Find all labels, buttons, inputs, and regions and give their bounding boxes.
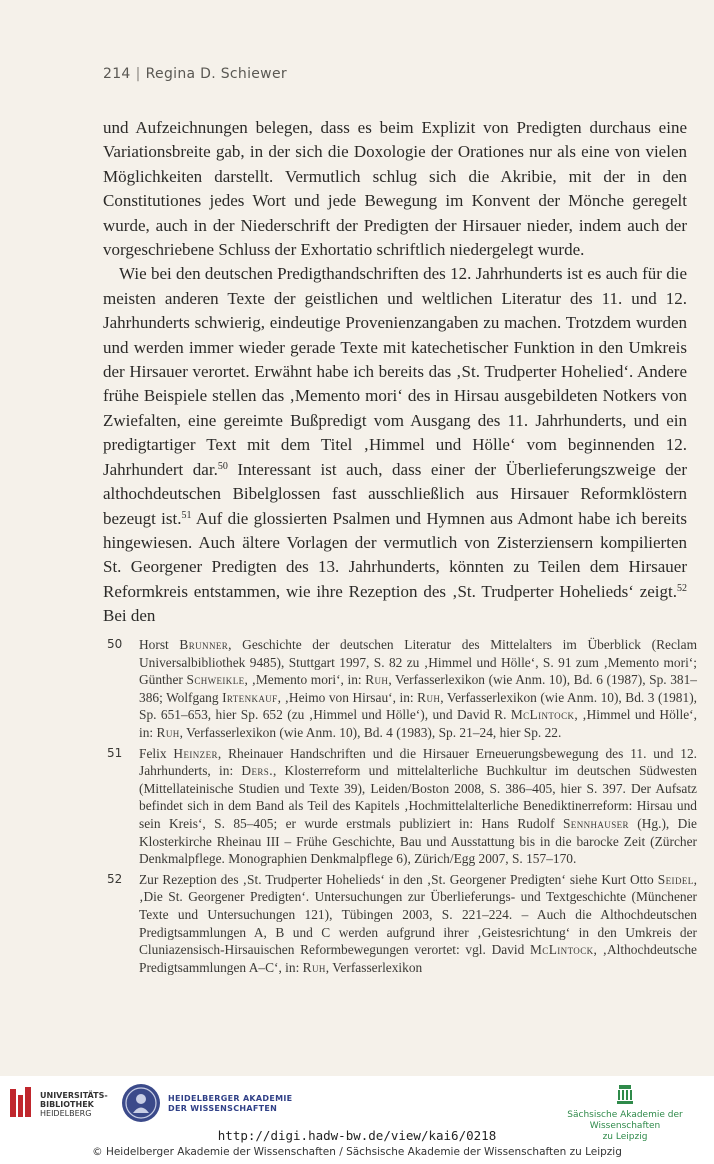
footnote-text: , Verfasserlexikon (wie Anm. 10), Bd. 4 (1983), Sp. 21–24, hier Sp. 22. — [179, 724, 562, 740]
running-head-separator: | — [135, 66, 141, 82]
footnote-text: , ‚Memento mori‘, in: — [244, 672, 366, 688]
author-name: McLintock — [529, 942, 594, 958]
footnote-51 — [103, 745, 697, 868]
paragraph-2-part-b: Interessant ist auch, dass einer der Überlieferungszweige der althochdeutschen Bibelglossen fast ausschließlich aus Hirsauer Reformklöstern bezeugt ist. — [103, 459, 687, 528]
author-name: Seidel — [657, 871, 694, 887]
footnotes — [103, 636, 697, 979]
footnote-text: , Rheinauer Handschriften und die Hirsauer Erneuerungsbewegung des 11. und 12. Jahrhunderts, in: — [139, 745, 698, 779]
author-name: Ruh — [417, 689, 441, 705]
permalink[interactable]: http://digi.hadw-bw.de/view/kai6/0218 — [217, 1128, 497, 1143]
footnote-text: Zur Rezeption des ‚St. Trudperter Hohelieds‘ in den ‚St. Georgener Predigten‘ siehe Kurt Otto — [139, 871, 658, 887]
footnote-text: , ‚Althochdeutsche Predigtsammlungen A–C‘, in: — [139, 942, 697, 975]
academy-seal-icon — [122, 1084, 160, 1122]
ub-line: BIBLIOTHEK — [40, 1100, 94, 1109]
running-head-author: Regina D. Schiewer — [145, 66, 287, 82]
footnote-50 — [103, 636, 697, 742]
footnote-text: Felix — [139, 745, 174, 761]
hadw-text — [168, 1094, 292, 1114]
ub-line: UNIVERSITÄTS- — [40, 1091, 108, 1100]
author-name: Ruh — [156, 724, 180, 740]
footnote-text: , Klosterreform und mittelalterliche Buchkultur im deutschen Südwesten (Mittellateinische Studien und Texte 39), Leiden/Boston 2008, S. 386–405, hier S. 397. Der Aufsatz befindet sich in dem Band als Teil des Kapitels ‚Hochmittelalterliche Benediktinerreform: Hirsau und sein Kreis‘, S. 85–405; er wurde erstmals publiziert in: Hans Rudolf — [139, 763, 697, 831]
university-library-logo[interactable] — [8, 1085, 118, 1125]
footnote-ref-52[interactable]: 52 — [677, 582, 687, 594]
running-head — [103, 66, 287, 82]
paragraph-2-part-c: Auf die glossierten Psalmen und Hymnen aus Admont habe ich bereits hingewiesen. Auch ältere Vorlagen der vermutlich von Zisterziensern kompilierten St. Georgener Predigten des 13. Jahrhunderts, könnten zu Teilen dem Hirsauer Reformkreis entstammen, wie ihre Rezeption des ‚St. Trudperter Hohelieds‘ zeigt. — [103, 508, 688, 601]
footnote-text: , Verfasserlexikon — [325, 959, 423, 975]
author-name: McLintock — [510, 707, 575, 723]
footnote-text: , ‚Heimo von Hirsau‘, in: — [277, 689, 418, 705]
paragraph-2-part-a: Wie bei den deutschen Predigthandschriften des 12. Jahrhunderts ist es auch für die meisten anderen Texte der geistlichen und weltlichen Literatur des 11. und 12. Jahrhunderts schwierig, eindeutige Provenienzangaben zu machen. Trotzdem wurden und werden immer wieder gerade Texte mit katechetischer Funktion in den Umkreis der Hirsauer verortet. Erwähnt habe ich bereits das ‚St. Trudperter Hohelied‘. Andere frühe Beispiele stellen das ‚Memento mori‘ des in Hirsau ausgebildeten Notkers von Zwiefalten, eine gereimte Bußpredigt vom Ausgang des 11. Jahrhunderts, und ein predigtartiger Text mit dem Titel ‚Himmel und Hölle‘ vom beginnenden 12. Jahrhundert dar. — [103, 264, 687, 479]
hadw-line: DER WISSENSCHAFTEN — [168, 1104, 278, 1113]
paragraph-1: und Aufzeichnungen belegen, dass es beim Explizit von Predigten durchaus eine Variationsbreite gab, in der sich die Doxologie der Orationes nur als eine von vielen Möglichkeiten darstellt. Vermutlich schlug sich die Akribie, mit der in den Constitutiones jedes Wort und jede Bewegung im Konvent der Mönche geregelt wurde, auch in der Niederschrift der Predigten der Hirsauer nieder, indem auch der vorgeschriebene Schluss der Exhortatio schriftlich niedergelegt wurde. — [103, 118, 687, 260]
footnote-ref-50[interactable]: 50 — [217, 460, 228, 472]
footnote-number: 52 — [107, 871, 123, 886]
paragraph-2-part-d: Bei den — [103, 606, 156, 626]
footnote-text: , Geschichte der deutschen Literatur des Mittelalters im Überblick (Reclam Universalbibliothek 9485), Stuttgart 1997, S. 82 zu ‚Himmel und Hölle‘, S. 91 zum ‚Memento mori‘; Günther — [139, 637, 698, 688]
author-name: Irtenkauf — [222, 689, 278, 705]
footnote-text: , Verfasserlexikon (wie Anm. 10), Bd. 3 (1981), Sp. 651–653, hier Sp. 652 (zu ‚Himmel und Hölle‘), und David R. — [139, 689, 698, 723]
author-name: Ruh — [365, 672, 389, 688]
author-name: Heinzer — [173, 745, 218, 761]
heidelberg-academy-logo[interactable] — [122, 1084, 312, 1128]
footnote-number: 51 — [107, 745, 123, 760]
author-name: Sennhauser — [562, 815, 629, 831]
footnote-text: , ‚Himmel und Hölle‘, in: — [139, 707, 697, 740]
ub-text — [40, 1091, 108, 1118]
footnote-52 — [103, 871, 697, 977]
paragraph-2 — [103, 262, 687, 628]
author-name: Ders. — [241, 763, 273, 779]
saw-line: zu Leipzig — [602, 1132, 648, 1142]
saw-line: Sächsische Akademie der Wissenschaften — [567, 1110, 683, 1131]
saxon-academy-emblem-icon — [615, 1083, 635, 1105]
footnote-text: , Verfasserlexikon (wie Anm. 10), Bd. 6 (1987), Sp. 381–386; Wolfgang — [139, 672, 697, 705]
footnote-text: , ‚Die St. Georgener Predigten‘. Untersuchungen zur Überlieferungs- und Textgeschichte (Münchener Texte und Untersuchungen 121), Tübingen 2003, S. 221–224. – Auch die Althochdeutschen Predigtsammlungen A, B und C werden aufgrund ihrer ‚Geistesrichtung‘ in den Umkreis der Cluniazensisch-Hirsauischen Reformbewegungen verortet: vgl. David — [139, 871, 697, 958]
ub-line: HEIDELBERG — [40, 1109, 92, 1118]
copyright-notice: © Heidelberger Akademie der Wissenschaften / Sächsische Akademie der Wissenschaften zu Leipzig — [92, 1146, 622, 1158]
main-text — [103, 116, 687, 629]
footnote-text: (Hg.), Die Klosterkirche Rheinau III – Frühe Geschichte, Bau und Ausstattung bis in die barocke Zeit (Zürcher Denkmalpflege. Monographien Denkmalpflege 6), Zürich/Egg 2007, S. 157–170. — [139, 815, 697, 867]
author-name: Brunner — [179, 637, 229, 652]
author-name: Schweikle — [186, 672, 245, 688]
footnote-text: Horst — [139, 637, 180, 652]
footnote-number: 50 — [107, 637, 123, 651]
hadw-line: HEIDELBERGER AKADEMIE — [168, 1094, 293, 1103]
ub-mark-icon — [8, 1085, 36, 1121]
page-number: 214 — [103, 66, 131, 82]
footnote-ref-51[interactable]: 51 — [181, 509, 192, 521]
author-name: Ruh — [302, 959, 326, 975]
